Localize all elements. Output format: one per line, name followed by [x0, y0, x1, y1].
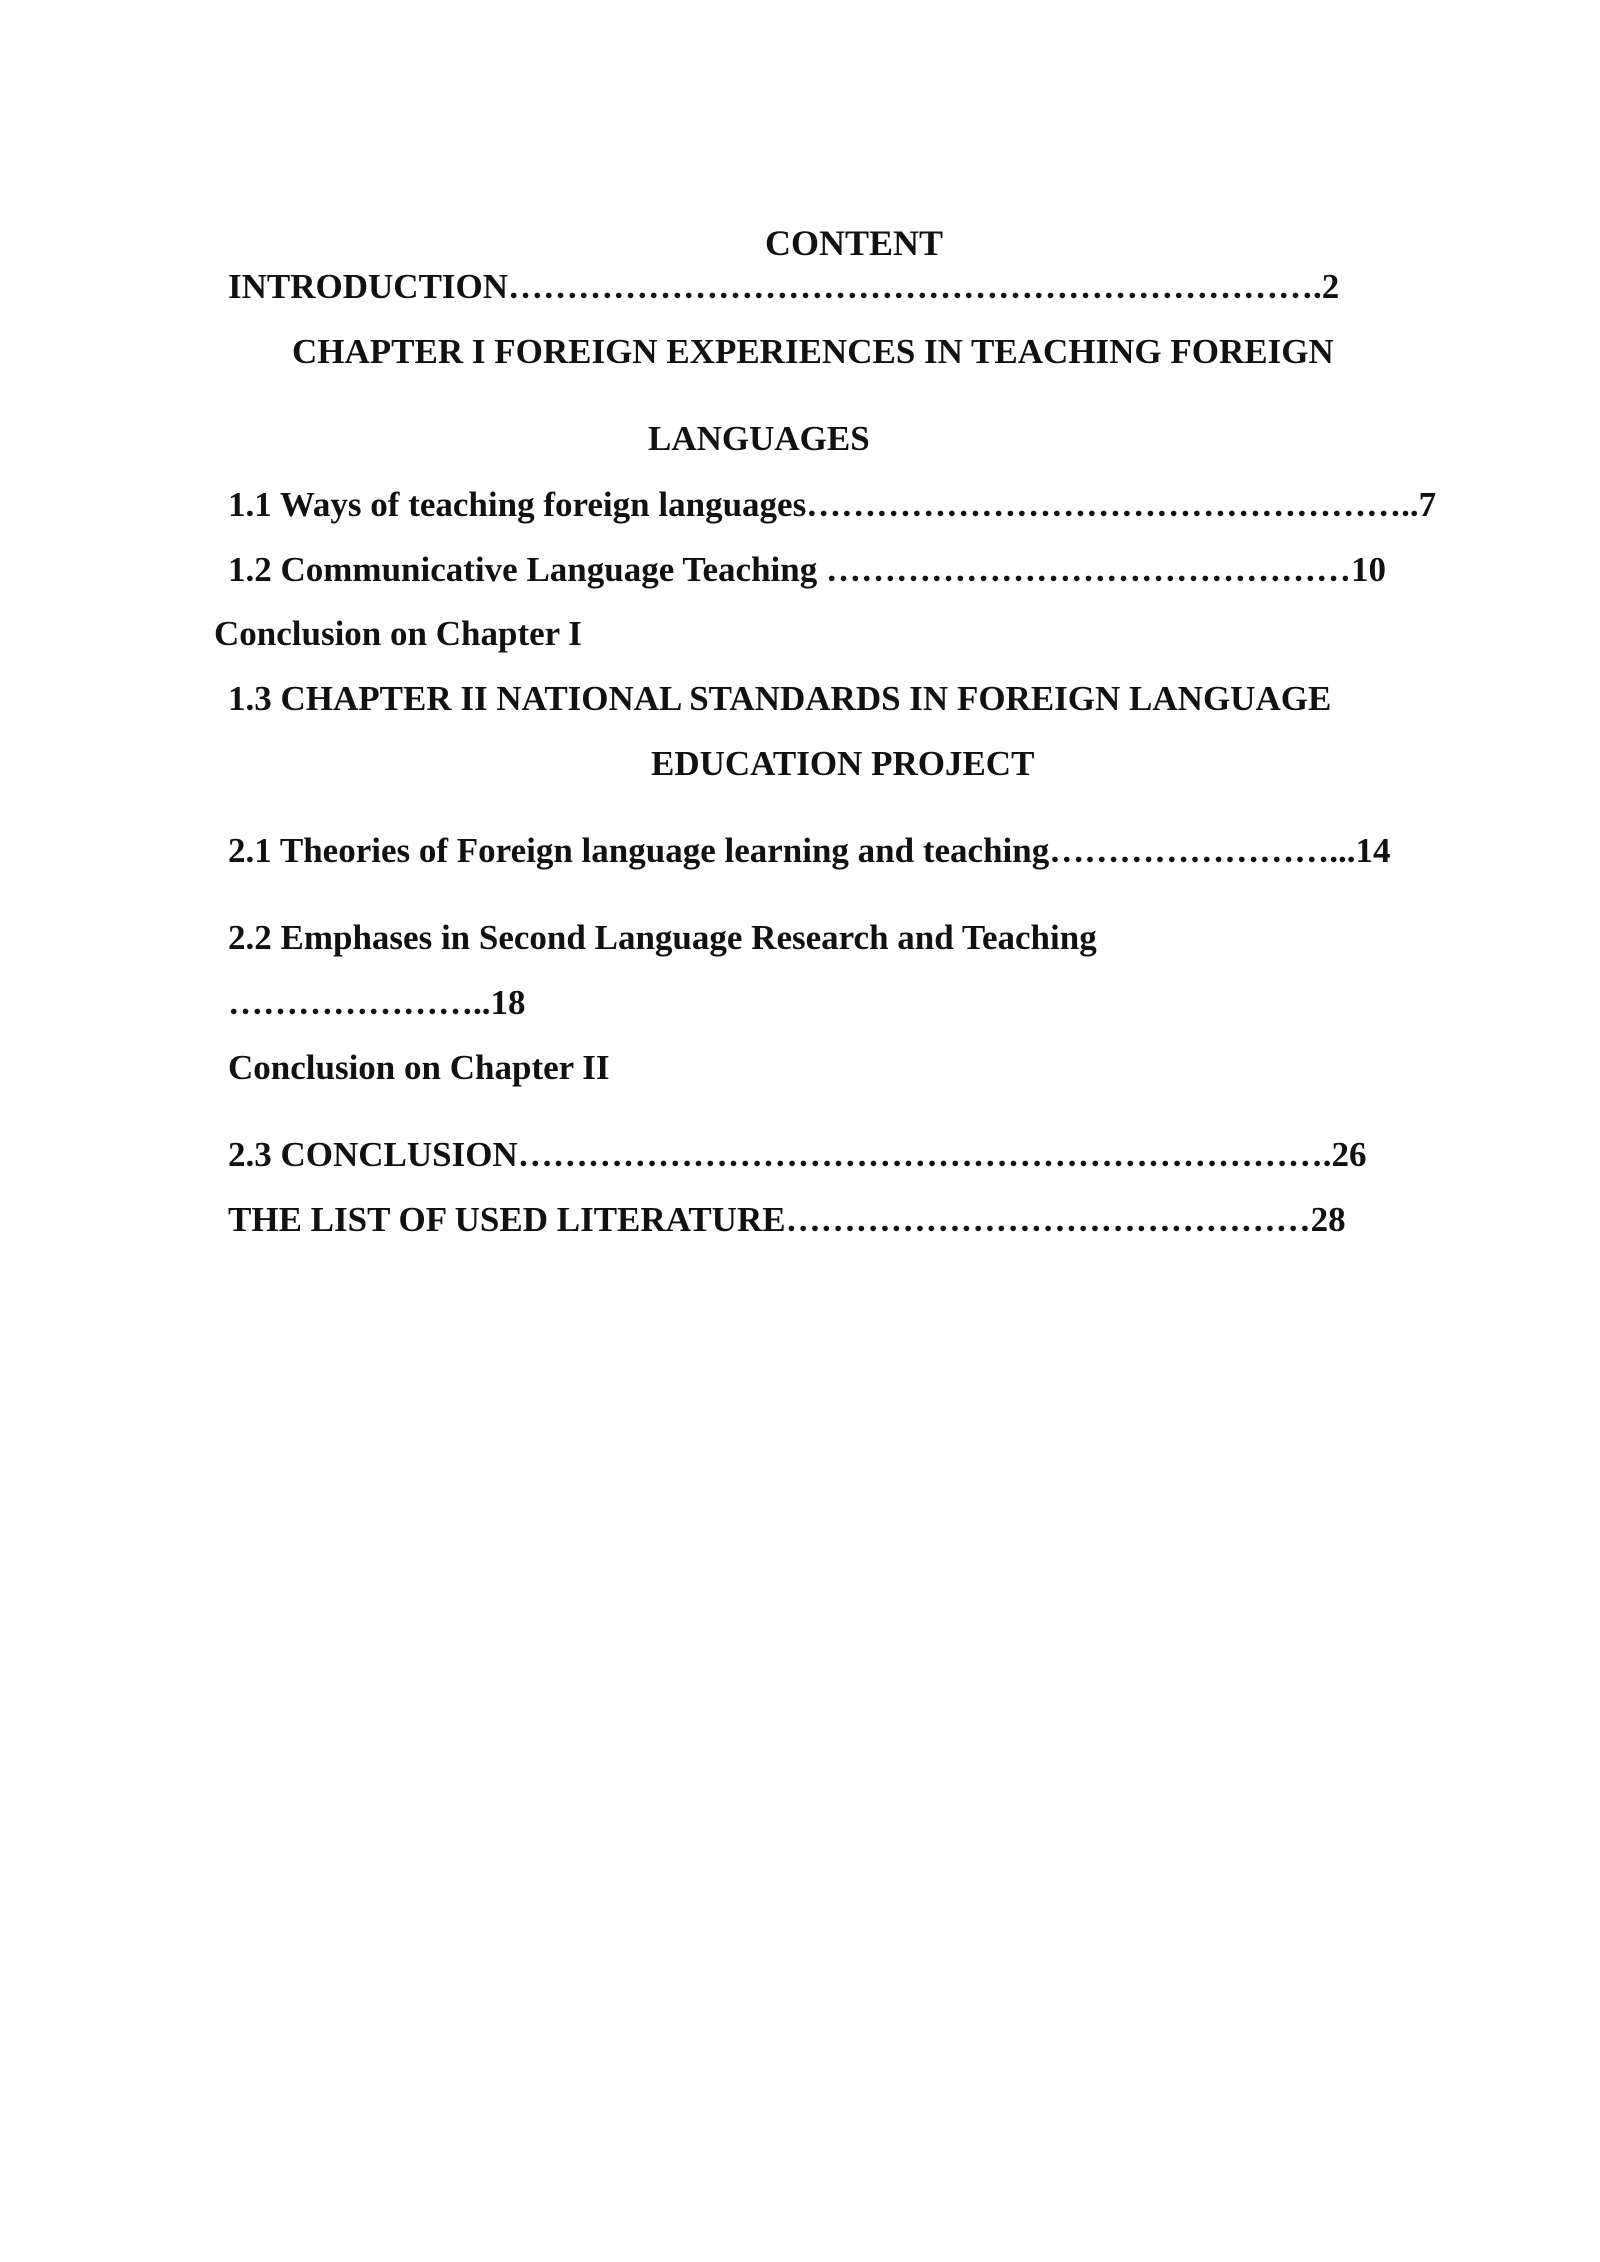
toc-entry-conclusion-chapter-2: Conclusion on Chapter II: [228, 1048, 610, 1087]
toc-entry-literature: THE LIST OF USED LITERATURE………………………………………28: [228, 1200, 1346, 1239]
toc-entry-conclusion-chapter-1: Conclusion on Chapter I: [214, 614, 582, 653]
toc-chapter-2-title-continued: EDUCATION PROJECT: [651, 744, 1035, 783]
toc-chapter-1-title: CHAPTER I FOREIGN EXPERIENCES IN TEACHING FOREIGN: [292, 332, 1334, 371]
toc-entry-2-1: 2.1 Theories of Foreign language learning and teaching……………………...14: [228, 831, 1391, 870]
toc-title: CONTENT: [765, 223, 944, 263]
toc-entry-2-2: 2.2 Emphases in Second Language Research and Teaching: [228, 918, 1097, 957]
toc-entry-introduction: INTRODUCTION…………………………………………………………….2: [228, 267, 1340, 306]
toc-chapter-1-title-continued: LANGUAGES: [648, 419, 870, 458]
toc-entry-1-1: 1.1 Ways of teaching foreign languages……………………………………………..7: [228, 485, 1437, 524]
toc-entry-2-2-page: …………………..18: [228, 983, 526, 1022]
toc-entry-1-2: 1.2 Communicative Language Teaching ………………………………………10: [228, 550, 1386, 589]
toc-entry-2-3: 2.3 CONCLUSION…………………………………………………………….26: [228, 1135, 1367, 1174]
toc-chapter-2-title: 1.3 CHAPTER II NATIONAL STANDARDS IN FOREIGN LANGUAGE: [228, 679, 1332, 718]
